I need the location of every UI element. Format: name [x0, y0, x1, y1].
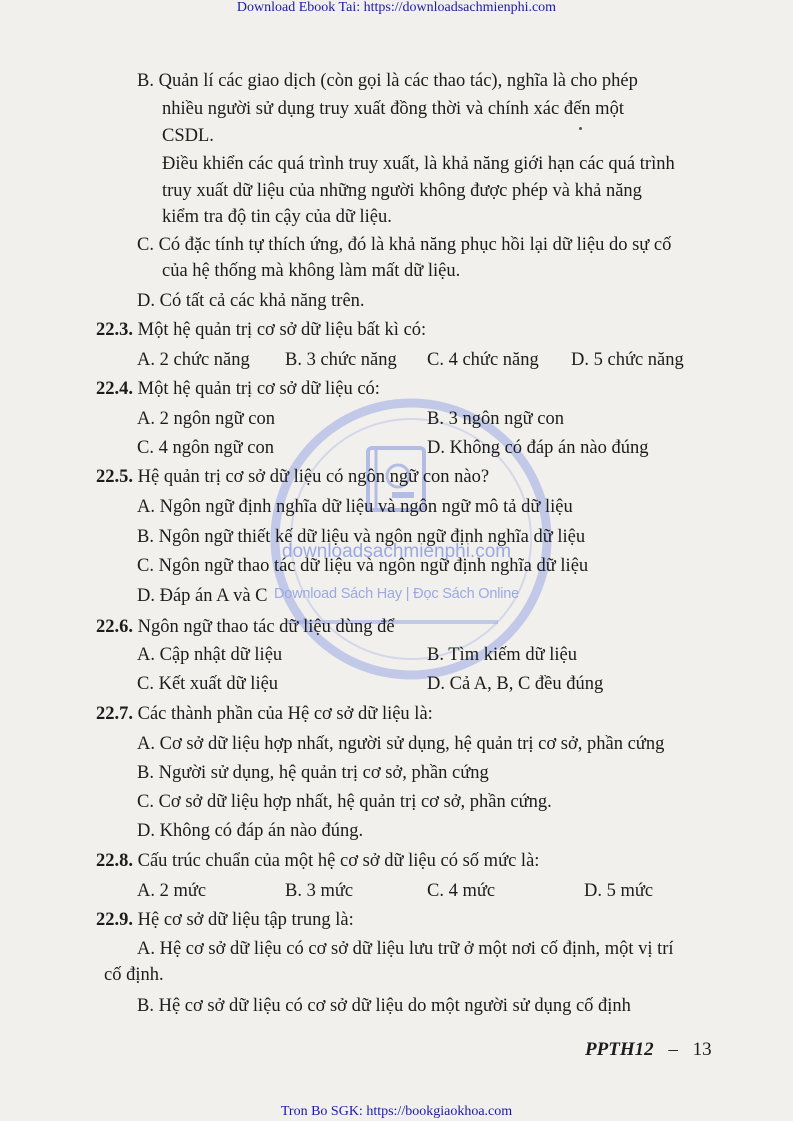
- q7-option-a: A. Cơ sở dữ liệu hợp nhất, người sử dụng, hệ quản trị cơ sở, phần cứng: [137, 734, 665, 754]
- option-b-line-3: CSDL.: [162, 126, 214, 146]
- question-text: Hệ cơ sở dữ liệu tập trung là:: [137, 910, 354, 930]
- question-22-7: [96, 703, 433, 725]
- option-b-line-4: Điều khiển các quá trình truy xuất, là khả năng giới hạn các quá trình: [162, 154, 675, 174]
- q5-option-a: A. Ngôn ngữ định nghĩa dữ liệu và ngôn ngữ mô tả dữ liệu: [137, 497, 573, 517]
- q6-option-c: C. Kết xuất dữ liệu: [137, 674, 279, 694]
- q4-option-a: A. 2 ngôn ngữ con: [137, 409, 275, 429]
- book-code: PPTH12: [585, 1039, 654, 1060]
- question-text: Hệ quản trị cơ sở dữ liệu có ngôn ngữ con nào?: [137, 467, 490, 487]
- q9-option-b: B. Hệ cơ sở dữ liệu có cơ sở dữ liệu do một người sử dụng cố định: [137, 996, 631, 1016]
- q3-option-b: B. 3 chức năng: [285, 350, 397, 370]
- q8-option-c: C. 4 mức: [427, 881, 496, 901]
- question-22-8: [96, 850, 539, 872]
- header-download-link[interactable]: Download Ebook Tai: https://downloadsachmienphi.com: [236, 0, 557, 15]
- q4-option-d: D. Không có đáp án nào đúng: [427, 438, 649, 458]
- question-22-5: [96, 466, 489, 488]
- watermark-site: downloadsachmienphi.com: [281, 541, 512, 562]
- question-22-9: [96, 909, 354, 931]
- page-number: 13: [692, 1039, 712, 1060]
- option-b-line-2: nhiều người sử dụng truy xuất đồng thời và chính xác đến một: [162, 99, 624, 119]
- question-number: 22.6.: [96, 617, 133, 637]
- option-d: D. Có tất cả các khả năng trên.: [137, 291, 365, 311]
- q6-option-d: D. Cả A, B, C đều đúng: [427, 674, 604, 694]
- q3-option-a: A. 2 chức năng: [137, 350, 250, 370]
- q4-option-b: B. 3 ngôn ngữ con: [427, 409, 564, 429]
- q8-option-b: B. 3 mức: [285, 881, 354, 901]
- option-b-line-5: truy xuất dữ liệu của những người không được phép và khả năng: [162, 181, 642, 201]
- q6-option-a: A. Cập nhật dữ liệu: [137, 645, 283, 665]
- question-text: Cấu trúc chuẩn của một hệ cơ sở dữ liệu có số mức là:: [137, 851, 540, 871]
- folio-separator: –: [668, 1039, 678, 1060]
- q7-option-b: B. Người sử dụng, hệ quản trị cơ sở, phần cứng: [137, 763, 489, 783]
- question-text: Một hệ quản trị cơ sở dữ liệu có:: [137, 379, 380, 399]
- q3-option-c: C. 4 chức năng: [427, 350, 539, 370]
- q6-option-b: B. Tìm kiếm dữ liệu: [427, 645, 577, 665]
- q9-option-a-line-2: cố định.: [104, 965, 164, 985]
- q8-option-d: D. 5 mức: [584, 881, 654, 901]
- page-folio: [585, 1039, 712, 1061]
- question-text: Một hệ quản trị cơ sở dữ liệu bất kì có:: [137, 320, 427, 340]
- q4-option-c: C. 4 ngôn ngữ con: [137, 438, 274, 458]
- q5-option-d: D. Đáp án A và C: [137, 586, 268, 606]
- question-number: 22.8.: [96, 851, 133, 871]
- q5-option-c: C. Ngôn ngữ thao tác dữ liệu và ngôn ngữ định nghĩa dữ liệu: [137, 556, 589, 576]
- option-b-line-1: B. Quản lí các giao dịch (còn gọi là các thao tác), nghĩa là cho phép: [137, 71, 638, 91]
- question-number: 22.3.: [96, 320, 133, 340]
- q5-option-b: B. Ngôn ngữ thiết kế dữ liệu và ngôn ngữ định nghĩa dữ liệu: [137, 527, 586, 547]
- q3-option-d: D. 5 chức năng: [571, 350, 684, 370]
- q8-option-a: A. 2 mức: [137, 881, 207, 901]
- option-b-line-6: kiểm tra độ tin cậy của dữ liệu.: [162, 207, 392, 227]
- footer-sgk-link[interactable]: Tron Bo SGK: https://bookgiaokhoa.com: [280, 1104, 513, 1119]
- watermark-tagline: Download Sách Hay | Đọc Sách Online: [273, 586, 519, 602]
- question-number: 22.9.: [96, 910, 133, 930]
- q7-option-d: D. Không có đáp án nào đúng.: [137, 821, 364, 841]
- q9-option-a-line-1: A. Hệ cơ sở dữ liệu có cơ sở dữ liệu lưu trữ ở một nơi cố định, một vị trí: [137, 939, 674, 959]
- q7-option-c: C. Cơ sở dữ liệu hợp nhất, hệ quản trị cơ sở, phần cứng.: [137, 792, 552, 812]
- question-text: Các thành phần của Hệ cơ sở dữ liệu là:: [137, 704, 433, 724]
- question-22-6: [96, 616, 395, 638]
- question-number: 22.7.: [96, 704, 133, 724]
- question-number: 22.5.: [96, 467, 133, 487]
- option-c-line-2: của hệ thống mà không làm mất dữ liệu.: [162, 261, 461, 281]
- question-22-4: [96, 378, 380, 400]
- question-text: Ngôn ngữ thao tác dữ liệu dùng để: [137, 617, 395, 637]
- question-number: 22.4.: [96, 379, 133, 399]
- option-c-line-1: C. Có đặc tính tự thích ứng, đó là khả năng phục hồi lại dữ liệu do sự cố: [137, 235, 672, 255]
- speck: [579, 127, 582, 130]
- question-22-3: [96, 319, 426, 341]
